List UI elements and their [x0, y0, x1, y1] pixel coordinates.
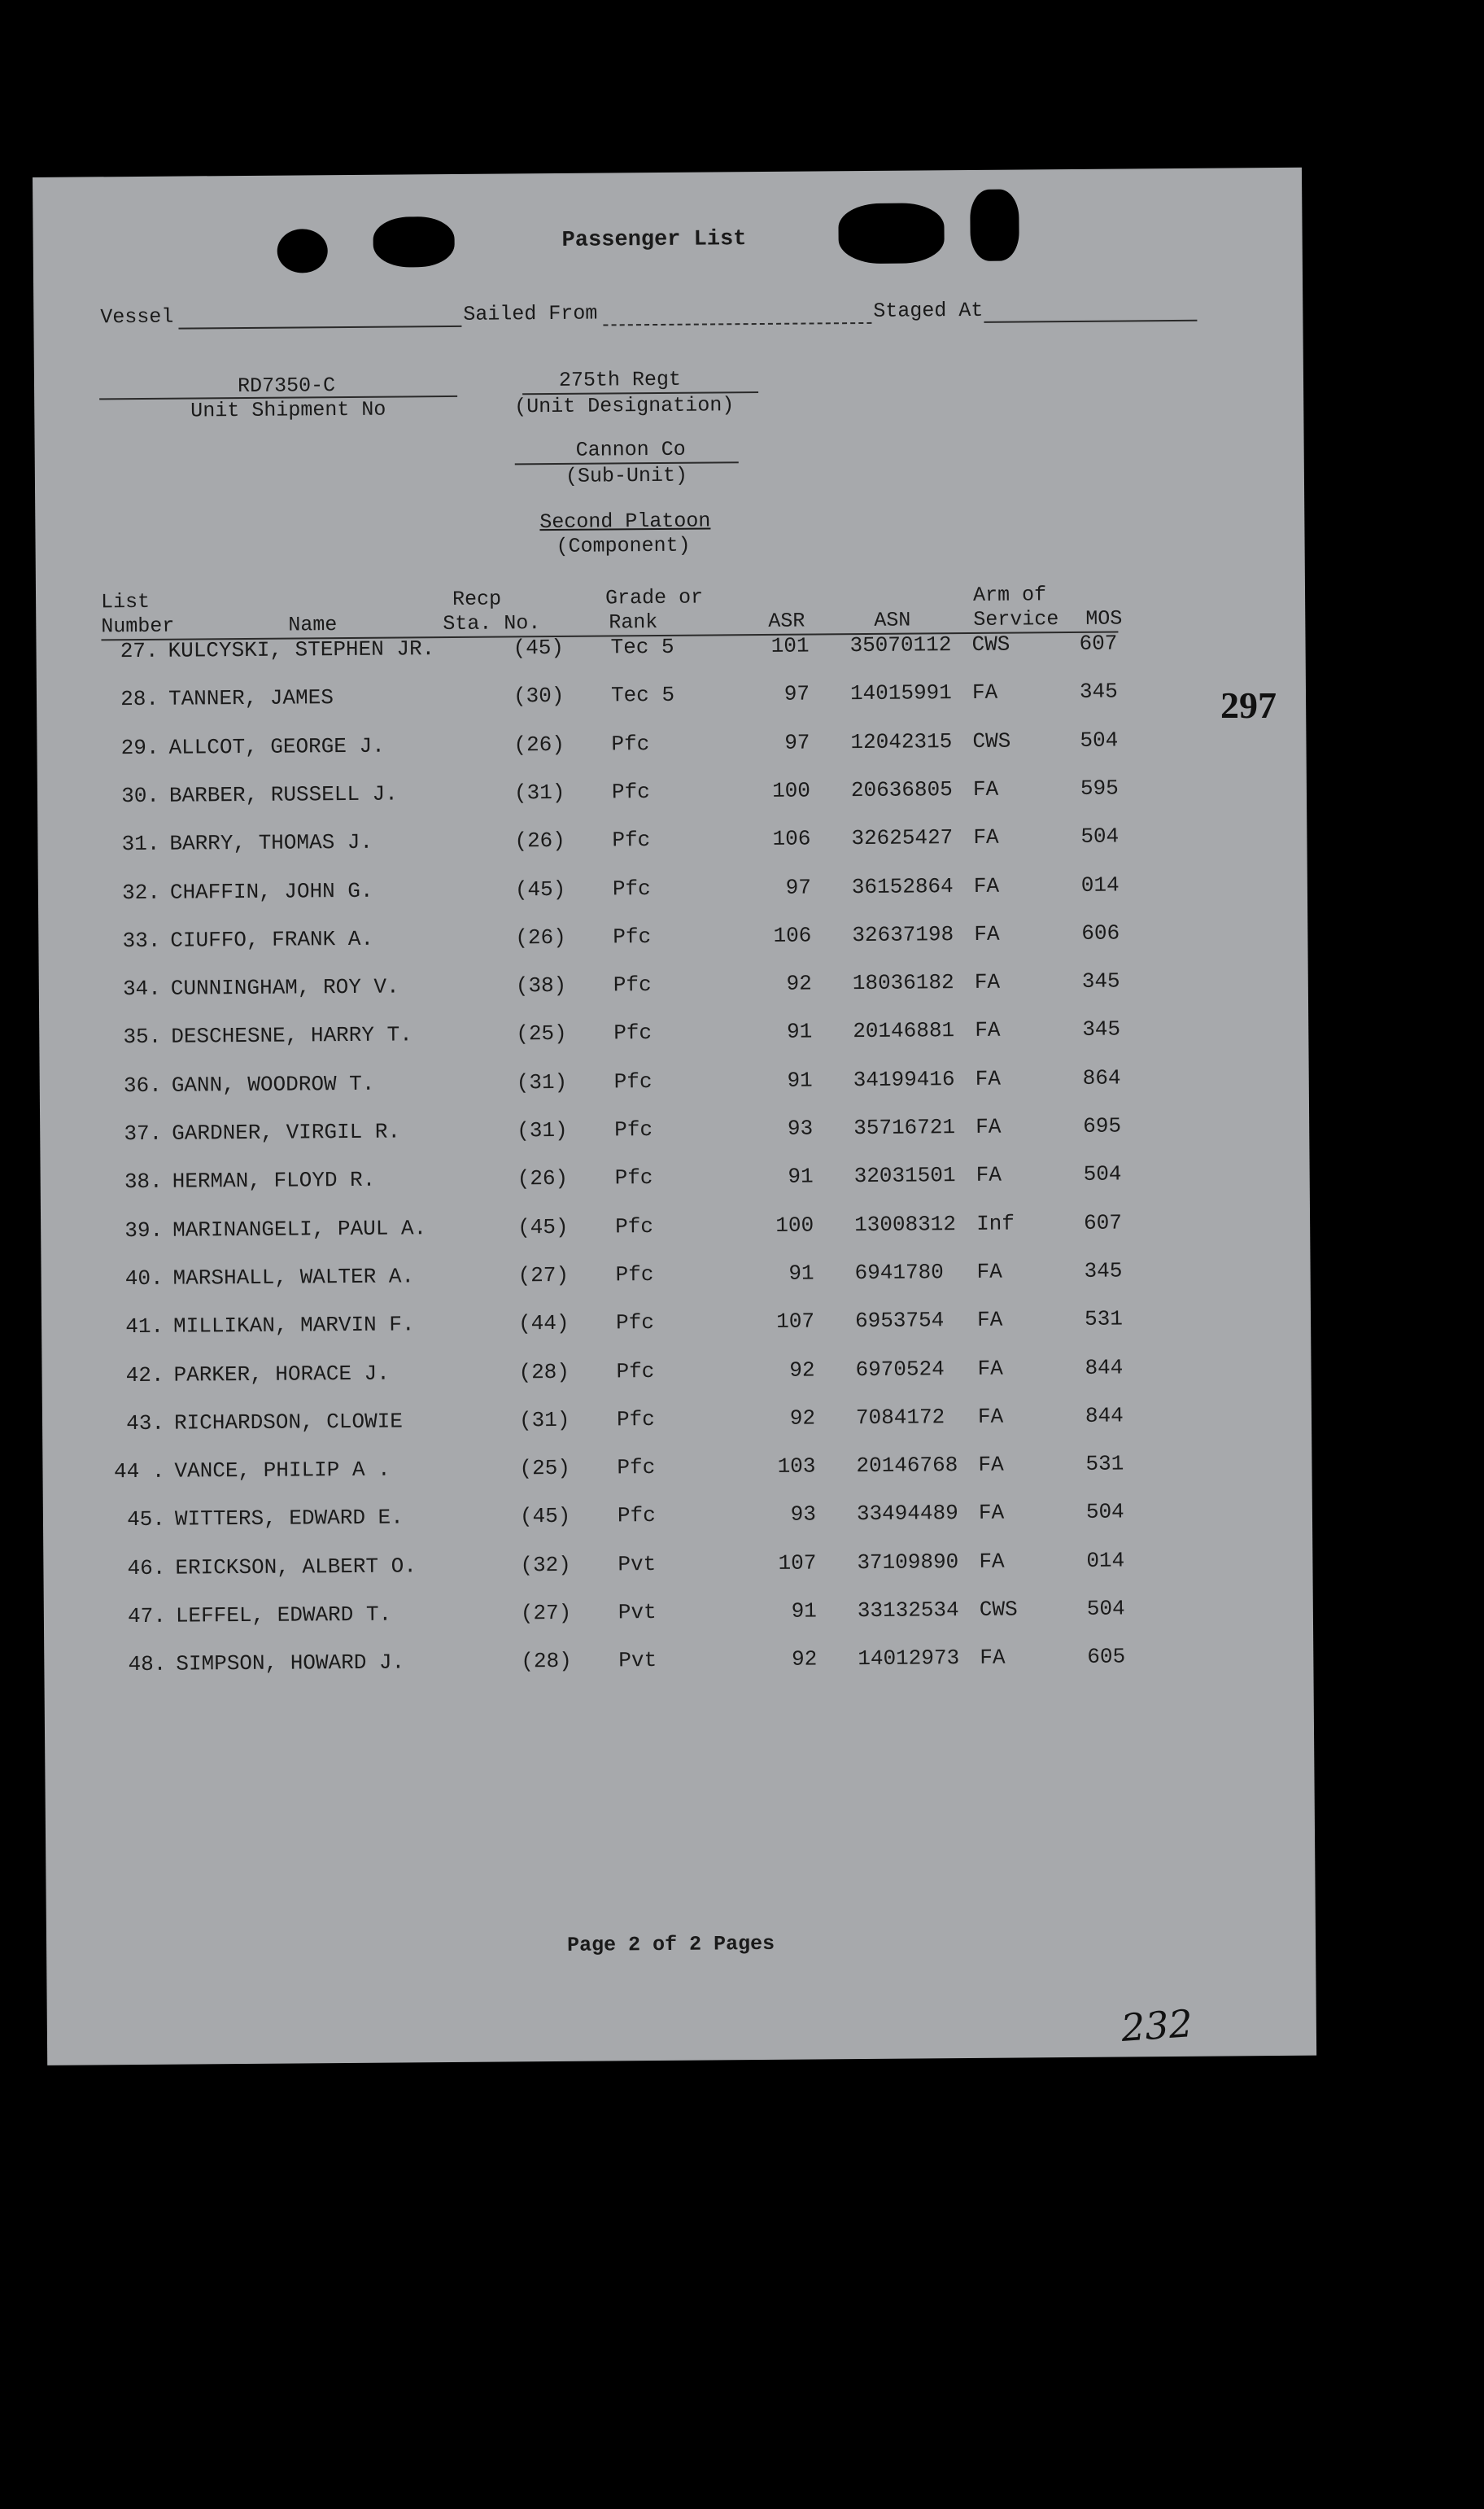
col-arm: Arm of Service: [972, 583, 1059, 632]
unit-designation-label: (Unit Designation): [514, 393, 735, 419]
cell-arm: CWS: [971, 632, 1010, 657]
cell-mos: 504: [1080, 728, 1119, 753]
cell-name: CUNNINGHAM, ROY V.: [170, 974, 399, 1001]
cell-sta: (27): [520, 1600, 572, 1626]
cell-grade: Pfc: [613, 1069, 653, 1095]
cell-grade: Pfc: [613, 1021, 653, 1046]
cell-grade: Pfc: [617, 1455, 656, 1480]
col-grade: Grade or Rank: [605, 585, 704, 635]
punch-hole: [373, 216, 454, 268]
cell-name: HERMAN, FLOYD R.: [172, 1168, 376, 1194]
cell-asn: 6953754: [854, 1308, 945, 1334]
cell-grade: Pfc: [616, 1358, 655, 1383]
cell-asr: 93: [787, 1116, 814, 1141]
cell-asn: 32031501: [853, 1163, 956, 1189]
cell-asn: 6941780: [854, 1260, 944, 1285]
cell-mos: 531: [1084, 1306, 1123, 1332]
cell-sta: (25): [519, 1455, 571, 1481]
sailed-from-line: [603, 322, 871, 326]
table-row: [44, 1596, 1183, 1631]
cell-sta: (45): [513, 635, 565, 661]
cell-no: 35.: [123, 1025, 162, 1050]
cell-no: 41.: [125, 1314, 164, 1340]
staged-at-label: Staged At: [873, 298, 984, 323]
cell-name: CIUFFO, FRANK A.: [170, 926, 374, 953]
cell-asn: 18036182: [852, 970, 954, 996]
cell-no: 27.: [120, 638, 159, 664]
cell-asn: 37109890: [857, 1549, 959, 1575]
col-asr: ASR: [768, 609, 805, 633]
table-row: [41, 1161, 1180, 1196]
cell-mos: 844: [1085, 1403, 1124, 1428]
cell-asn: 7084172: [855, 1405, 945, 1430]
cell-asr: 97: [784, 730, 810, 755]
page-footer: Page 2 of 2 Pages: [566, 1931, 775, 1957]
col-asn: ASN: [874, 608, 911, 632]
stamped-number: 297: [1220, 684, 1277, 726]
cell-sta: (32): [520, 1552, 571, 1578]
punch-hole: [970, 189, 1019, 260]
cell-grade: Pfc: [612, 828, 651, 853]
table-row: [41, 1306, 1181, 1341]
table-row: [40, 1113, 1179, 1148]
unit-shipment-label: Unit Shipment No: [190, 397, 386, 423]
cell-mos: 844: [1085, 1355, 1124, 1380]
cell-grade: Pfc: [611, 731, 650, 757]
cell-grade: Pvt: [618, 1648, 657, 1673]
cell-grade: Pfc: [613, 924, 652, 950]
document-sheet: [33, 168, 1316, 2065]
col-mos: MOS: [1085, 606, 1123, 631]
cell-name: ALLCOT, GEORGE J.: [168, 733, 385, 760]
cell-asr: 101: [770, 633, 810, 658]
table-row: [39, 1016, 1178, 1051]
cell-grade: Pfc: [612, 876, 651, 901]
cell-name: DESCHESNE, HARRY T.: [171, 1022, 412, 1050]
cell-mos: 695: [1083, 1113, 1122, 1139]
table-row: [39, 968, 1178, 1003]
cell-arm: FA: [977, 1356, 1003, 1381]
cell-mos: 607: [1084, 1210, 1123, 1235]
cell-no: 46.: [127, 1555, 166, 1580]
cell-asr: 103: [777, 1453, 816, 1479]
cell-no: 34.: [122, 976, 161, 1002]
cell-mos: 504: [1083, 1161, 1122, 1187]
cell-asr: 100: [772, 778, 811, 803]
cell-arm: CWS: [979, 1597, 1018, 1622]
cell-name: GARDNER, VIRGIL R.: [172, 1119, 401, 1146]
cell-arm: FA: [977, 1404, 1004, 1429]
cell-sta: (30): [513, 684, 565, 709]
cell-sta: (28): [518, 1359, 570, 1384]
cell-sta: (31): [516, 1069, 568, 1095]
col-list-number: List Number: [100, 589, 175, 639]
cell-no: 32.: [121, 880, 161, 905]
cell-asn: 32625427: [851, 825, 954, 851]
cell-sta: (45): [517, 1214, 569, 1239]
table-row: [44, 1644, 1183, 1679]
cell-sta: (45): [514, 876, 566, 902]
cell-name: MILLIKAN, MARVIN F.: [172, 1312, 415, 1339]
handwritten-page-number: 232: [1120, 2001, 1194, 2050]
cell-grade: Tec 5: [610, 634, 674, 660]
cell-asr: 91: [788, 1261, 814, 1286]
cell-asn: 35070112: [849, 632, 952, 658]
cell-arm: FA: [975, 1018, 1001, 1043]
cell-name: BARRY, THOMAS J.: [169, 829, 373, 856]
cell-no: 33.: [122, 928, 161, 953]
cell-asn: 33494489: [856, 1501, 958, 1527]
cell-asr: 97: [785, 875, 811, 900]
cell-grade: Pvt: [618, 1600, 657, 1625]
cell-name: LEFFEL, EDWARD T.: [175, 1602, 392, 1628]
cell-arm: FA: [976, 1307, 1003, 1333]
cell-grade: Pfc: [615, 1213, 654, 1239]
cell-asn: 20146881: [853, 1018, 955, 1044]
table-row: [43, 1499, 1182, 1534]
cell-mos: 504: [1080, 824, 1120, 850]
cell-name: VANCE, PHILIP A .: [174, 1457, 391, 1484]
cell-asr: 91: [786, 1019, 813, 1045]
cell-mos: 345: [1082, 1016, 1121, 1043]
table-row: [37, 776, 1176, 811]
cell-sta: (44): [517, 1311, 570, 1336]
cell-no: 47.: [127, 1603, 167, 1629]
cell-asn: 14012973: [858, 1646, 960, 1672]
vessel-label: Vessel: [100, 304, 174, 330]
cell-no: 42.: [125, 1362, 164, 1388]
cell-no: 40.: [124, 1265, 164, 1292]
cell-asr: 106: [772, 826, 811, 852]
cell-sta: (31): [518, 1407, 570, 1433]
cell-mos: 595: [1080, 776, 1119, 801]
cell-arm: FA: [979, 1549, 1005, 1574]
cell-sta: (26): [517, 1166, 569, 1191]
cell-arm: FA: [978, 1501, 1005, 1526]
cell-arm: FA: [973, 873, 1000, 898]
table-row: [42, 1403, 1181, 1438]
cell-asr: 92: [789, 1405, 816, 1431]
cell-grade: Pfc: [615, 1310, 655, 1335]
cell-mos: 345: [1084, 1258, 1123, 1283]
cell-mos: 014: [1080, 872, 1120, 898]
cell-asr: 100: [775, 1213, 814, 1238]
cell-grade: Pfc: [611, 779, 650, 805]
cell-mos: 606: [1081, 920, 1120, 946]
cell-arm: CWS: [972, 728, 1011, 754]
cell-mos: 504: [1086, 1596, 1125, 1621]
cell-asr: 92: [789, 1357, 815, 1383]
cell-no: 36.: [123, 1073, 162, 1098]
cell-mos: 345: [1081, 968, 1120, 994]
cell-arm: FA: [976, 1162, 1002, 1188]
vessel-line: [178, 326, 461, 330]
table-row: [40, 1065, 1179, 1100]
cell-asn: 13008312: [854, 1211, 957, 1237]
cell-mos: 607: [1079, 631, 1118, 656]
document-title: Passenger List: [561, 227, 747, 253]
cell-name: MARSHALL, WALTER A.: [172, 1264, 415, 1291]
cell-asn: 12042315: [850, 728, 953, 754]
cell-sta: (26): [513, 732, 565, 757]
cell-asr: 106: [773, 923, 812, 948]
cell-name: RICHARDSON, CLOWIE: [173, 1409, 403, 1436]
cell-asn: 33132534: [857, 1598, 959, 1624]
component: Second Platoon: [539, 509, 711, 535]
cell-name: WITTERS, EDWARD E.: [174, 1505, 404, 1532]
table-row: [36, 631, 1175, 666]
cell-sta: (31): [513, 780, 565, 806]
cell-asr: 91: [791, 1598, 817, 1624]
cell-sta: (26): [514, 828, 565, 854]
cell-arm: FA: [978, 1452, 1004, 1478]
table-row: [37, 679, 1176, 714]
cell-arm: FA: [972, 776, 999, 802]
cell-asr: 91: [788, 1164, 814, 1190]
unit-shipment-no: RD7350-C: [237, 374, 336, 399]
cell-no: 31.: [121, 831, 160, 857]
cell-no: 44 .: [113, 1458, 165, 1484]
cell-name: PARKER, HORACE J.: [173, 1361, 390, 1388]
cell-asn: 34199416: [853, 1066, 955, 1092]
punch-hole: [838, 203, 945, 264]
table-row: [41, 1210, 1180, 1245]
cell-no: 48.: [128, 1652, 167, 1677]
staged-at-line: [984, 320, 1197, 323]
table-row: [43, 1548, 1182, 1583]
cell-sta: (45): [519, 1504, 571, 1529]
table-row: [37, 728, 1176, 763]
cell-asr: 92: [791, 1646, 818, 1672]
cell-grade: Pfc: [615, 1261, 654, 1287]
cell-grade: Tec 5: [610, 683, 675, 708]
cell-grade: Pvt: [618, 1551, 657, 1577]
cell-arm: FA: [974, 969, 1001, 995]
cell-mos: 345: [1079, 679, 1118, 705]
cell-sta: (28): [521, 1649, 572, 1674]
sub-unit: Cannon Co: [575, 437, 686, 462]
sub-unit-label: (Sub-Unit): [565, 463, 688, 488]
cell-asn: 20146768: [856, 1453, 958, 1479]
cell-name: CHAFFIN, JOHN G.: [169, 878, 373, 905]
cell-arm: FA: [976, 1259, 1002, 1284]
cell-sta: (27): [517, 1262, 570, 1288]
cell-asn: 20636805: [850, 777, 953, 803]
cell-arm: Inf: [976, 1211, 1015, 1236]
cell-asr: 92: [786, 971, 812, 996]
cell-asr: 97: [783, 681, 810, 707]
cell-name: MARINANGELI, PAUL A.: [172, 1215, 427, 1243]
cell-arm: FA: [974, 921, 1000, 946]
cell-arm: FA: [971, 680, 998, 706]
table-row: [37, 824, 1176, 859]
cell-no: 38.: [124, 1169, 163, 1195]
cell-grade: Pfc: [617, 1503, 656, 1528]
cell-name: TANNER, JAMES: [168, 685, 334, 712]
cell-name: ERICKSON, ALBERT O.: [175, 1554, 417, 1580]
cell-asn: 35716721: [853, 1115, 956, 1141]
cell-asn: 14015991: [849, 680, 952, 706]
cell-no: 28.: [120, 687, 159, 712]
table-row: [38, 920, 1177, 955]
cell-arm: FA: [980, 1645, 1006, 1671]
unit-designation: 275th Regt: [558, 367, 682, 392]
cell-asr: 93: [790, 1501, 817, 1528]
cell-asn: 6970524: [855, 1356, 945, 1382]
cell-asr: 107: [778, 1550, 817, 1576]
cell-name: SIMPSON, HOWARD J.: [176, 1650, 405, 1676]
cell-mos: 864: [1082, 1065, 1121, 1091]
cell-no: 45.: [127, 1507, 166, 1532]
cell-no: 43.: [126, 1410, 165, 1436]
cell-sta: (38): [515, 973, 567, 999]
table-row: [41, 1354, 1181, 1389]
cell-mos: 504: [1085, 1499, 1124, 1525]
cell-grade: Pfc: [614, 1165, 653, 1191]
cell-name: BARBER, RUSSELL J.: [168, 781, 398, 808]
table-row: [42, 1451, 1181, 1486]
cell-no: 30.: [121, 783, 160, 809]
cell-grade: Pfc: [613, 973, 652, 998]
punch-hole: [277, 229, 328, 273]
col-recp: Recp Sta. No.: [443, 587, 541, 636]
col-name: Name: [288, 613, 338, 637]
cell-mos: 531: [1085, 1451, 1124, 1476]
cell-arm: FA: [973, 824, 999, 850]
cell-grade: Pfc: [616, 1406, 655, 1432]
cell-grade: Pfc: [614, 1117, 653, 1143]
cell-sta: (31): [517, 1117, 568, 1143]
cell-asr: 91: [787, 1068, 813, 1093]
cell-arm: FA: [976, 1114, 1002, 1139]
sailed-from-label: Sailed From: [463, 301, 598, 326]
cell-name: GANN, WOODROW T.: [171, 1071, 375, 1098]
cell-no: 29.: [120, 735, 159, 760]
component-label: (Component): [556, 533, 691, 558]
cell-no: 37.: [124, 1121, 163, 1147]
cell-asn: 36152864: [851, 873, 954, 899]
cell-name: KULCYSKI, STEPHEN JR.: [168, 636, 435, 663]
cell-sta: (26): [515, 924, 566, 951]
cell-asn: 32637198: [852, 921, 954, 947]
cell-sta: (25): [516, 1021, 567, 1047]
cell-arm: FA: [975, 1066, 1002, 1091]
table-row: [38, 872, 1177, 907]
cell-no: 39.: [124, 1217, 164, 1243]
cell-mos: 605: [1087, 1644, 1126, 1670]
cell-mos: 014: [1086, 1548, 1125, 1573]
cell-asr: 107: [776, 1309, 815, 1335]
table-row: [41, 1258, 1181, 1293]
